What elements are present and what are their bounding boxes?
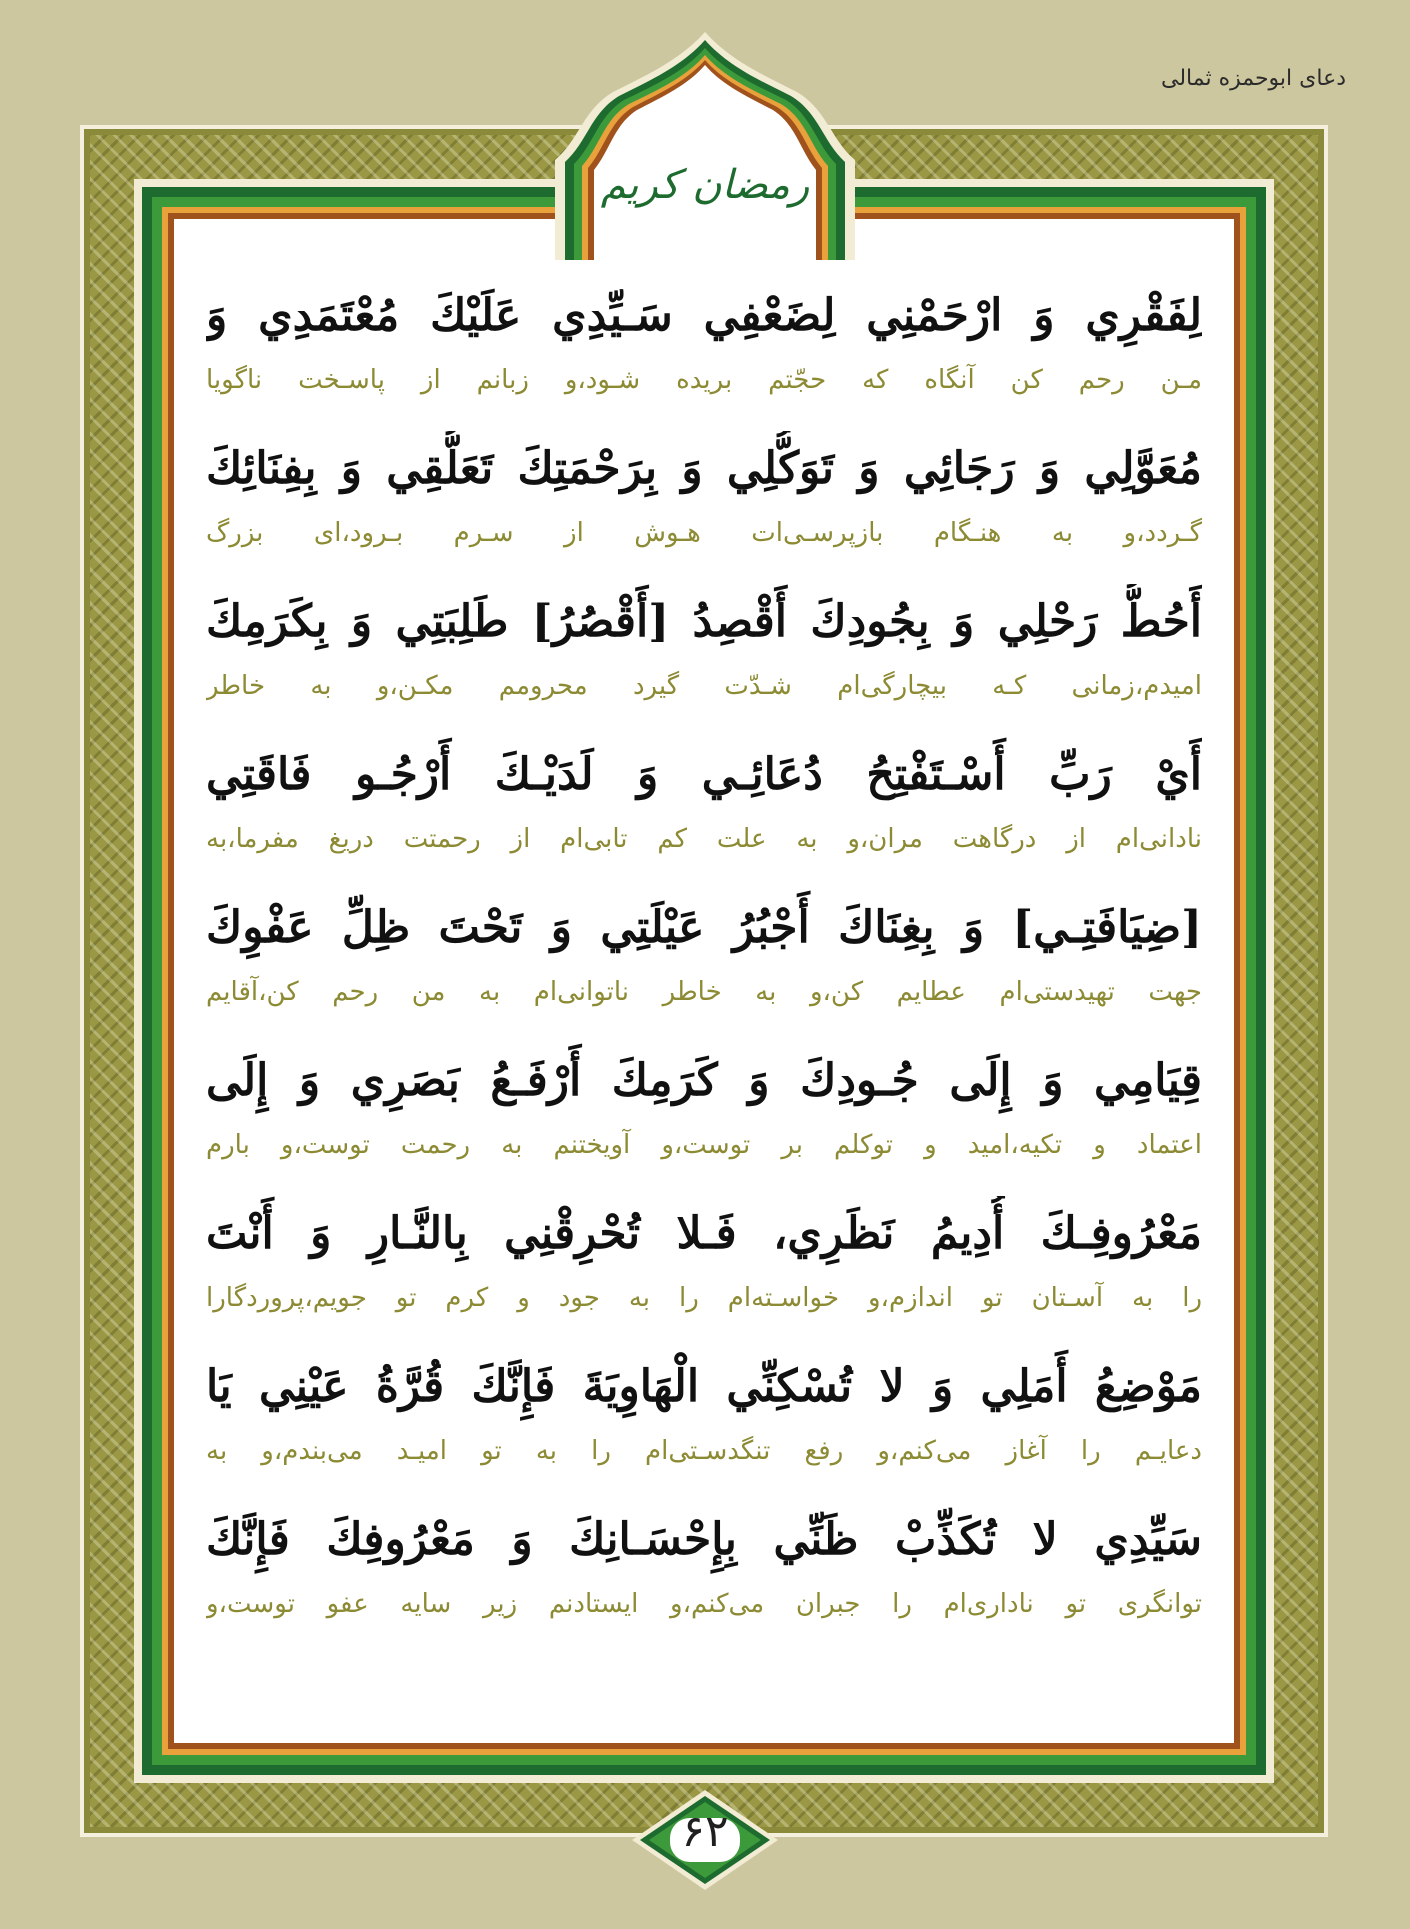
verse-pair <box>206 431 1202 584</box>
verse-pair <box>206 737 1202 890</box>
ramadan-kareem-medallion <box>505 30 905 260</box>
persian-translation-line: نادانى‌ام از درگاهت مران،و به علت كم تابى‌ام از رحمتت دريغ مفرما،به <box>206 824 1202 854</box>
arabic-line: أَيْ رَبِّ أَسْـتَفْتِحُ دُعَائِـي وَ لَدَيْـكَ أَرْجُـو فَاقَتِي <box>206 749 1202 800</box>
arabic-line: سَيِّدِي لا تُكَذِّبْ ظَنِّي بِإِحْسَـانِكَ وَ مَعْرُوفِكَ فَإِنَّكَ <box>206 1514 1202 1565</box>
medallion-text: رمضان کریم <box>600 162 810 208</box>
persian-translation-line: توانگرى تو نادارى‌ام را جبران مى‌كنم،و ايستادنم زير سايه عفو توست،و <box>206 1589 1202 1619</box>
verse-pair <box>206 584 1202 737</box>
prayer-text-block <box>206 278 1202 1655</box>
verse-pair <box>206 1196 1202 1349</box>
verse-pair <box>206 1349 1202 1502</box>
arabic-line: قِيَامِي وَ إِلَى جُـودِكَ وَ كَرَمِكَ أَرْفَـعُ بَصَرِي وَ إِلَى <box>206 1055 1202 1106</box>
persian-translation-line: دعايـم را آغاز مى‌كنم،و رفع تنگدسـتى‌ام را به تو اميـد مى‌بندم،و به <box>206 1436 1202 1466</box>
header-title: دعای ابوحمزه ثمالی <box>1160 66 1346 91</box>
verse-pair <box>206 890 1202 1043</box>
persian-translation-line: جهت تهيدستى‌ام عطايم كن،و به خاطر ناتوانى‌ام به من رحم كن،آقايم <box>206 977 1202 1007</box>
arabic-line: مُعَوَّلِي وَ رَجَائِي وَ تَوَكُّلِي وَ بِرَحْمَتِكَ تَعَلُّقِي وَ بِفِنَائِكَ <box>206 443 1202 494</box>
arabic-line: مَوْضِعُ أَمَلِي وَ لا تُسْكِنِّي الْهَاوِيَةَ فَإِنَّكَ قُرَّةُ عَيْنِي يَا <box>206 1361 1202 1412</box>
arabic-line: لِفَقْرِي وَ ارْحَمْنِي لِضَعْفِي سَـيِّدِي عَلَيْكَ مُعْتَمَدِي وَ <box>206 290 1202 341</box>
persian-translation-line: اميدم،زمانى كـه بيچارگى‌ام شـدّت گيرد محرومم مكـن،و به خاطر <box>206 671 1202 701</box>
arabic-line: أَحُطُّ رَحْلِي وَ بِجُودِكَ أَقْصِدُ [أَقْصُرُ] طَلِبَتِي وَ بِكَرَمِكَ <box>206 596 1202 647</box>
arabic-line: مَعْرُوفِـكَ أُدِيمُ نَظَرِي، فَـلا تُحْرِقْنِي بِالنَّـارِ وَ أَنْتَ <box>206 1208 1202 1259</box>
verse-pair <box>206 1502 1202 1655</box>
verse-pair <box>206 1043 1202 1196</box>
page-number: ۶۲ <box>681 1806 729 1857</box>
verse-pair <box>206 278 1202 431</box>
persian-translation-line: مـن رحم كن آنگاه كه حجّتم بريده شـود،و زبانم از پاسـخت ناگويا <box>206 365 1202 395</box>
persian-translation-line: اعتماد و تكيه،اميد و توكلم بر توست،و آويختنم به رحمت توست،و بارم <box>206 1130 1202 1160</box>
persian-translation-line: گـردد،و به هنـگام بازپرسـى‌ات هـوش از سـرم بـرود،اى بزرگ <box>206 518 1202 548</box>
arabic-line: [ضِيَافَتِـي] وَ بِغِنَاكَ أَجْبُرُ عَيْلَتِي وَ تَحْتَ ظِلِّ عَفْوِكَ <box>206 902 1202 953</box>
persian-translation-line: را به آسـتان تو اندازم،و خواسـته‌ام را به جود و كرم تو جويم،پروردگارا <box>206 1283 1202 1313</box>
